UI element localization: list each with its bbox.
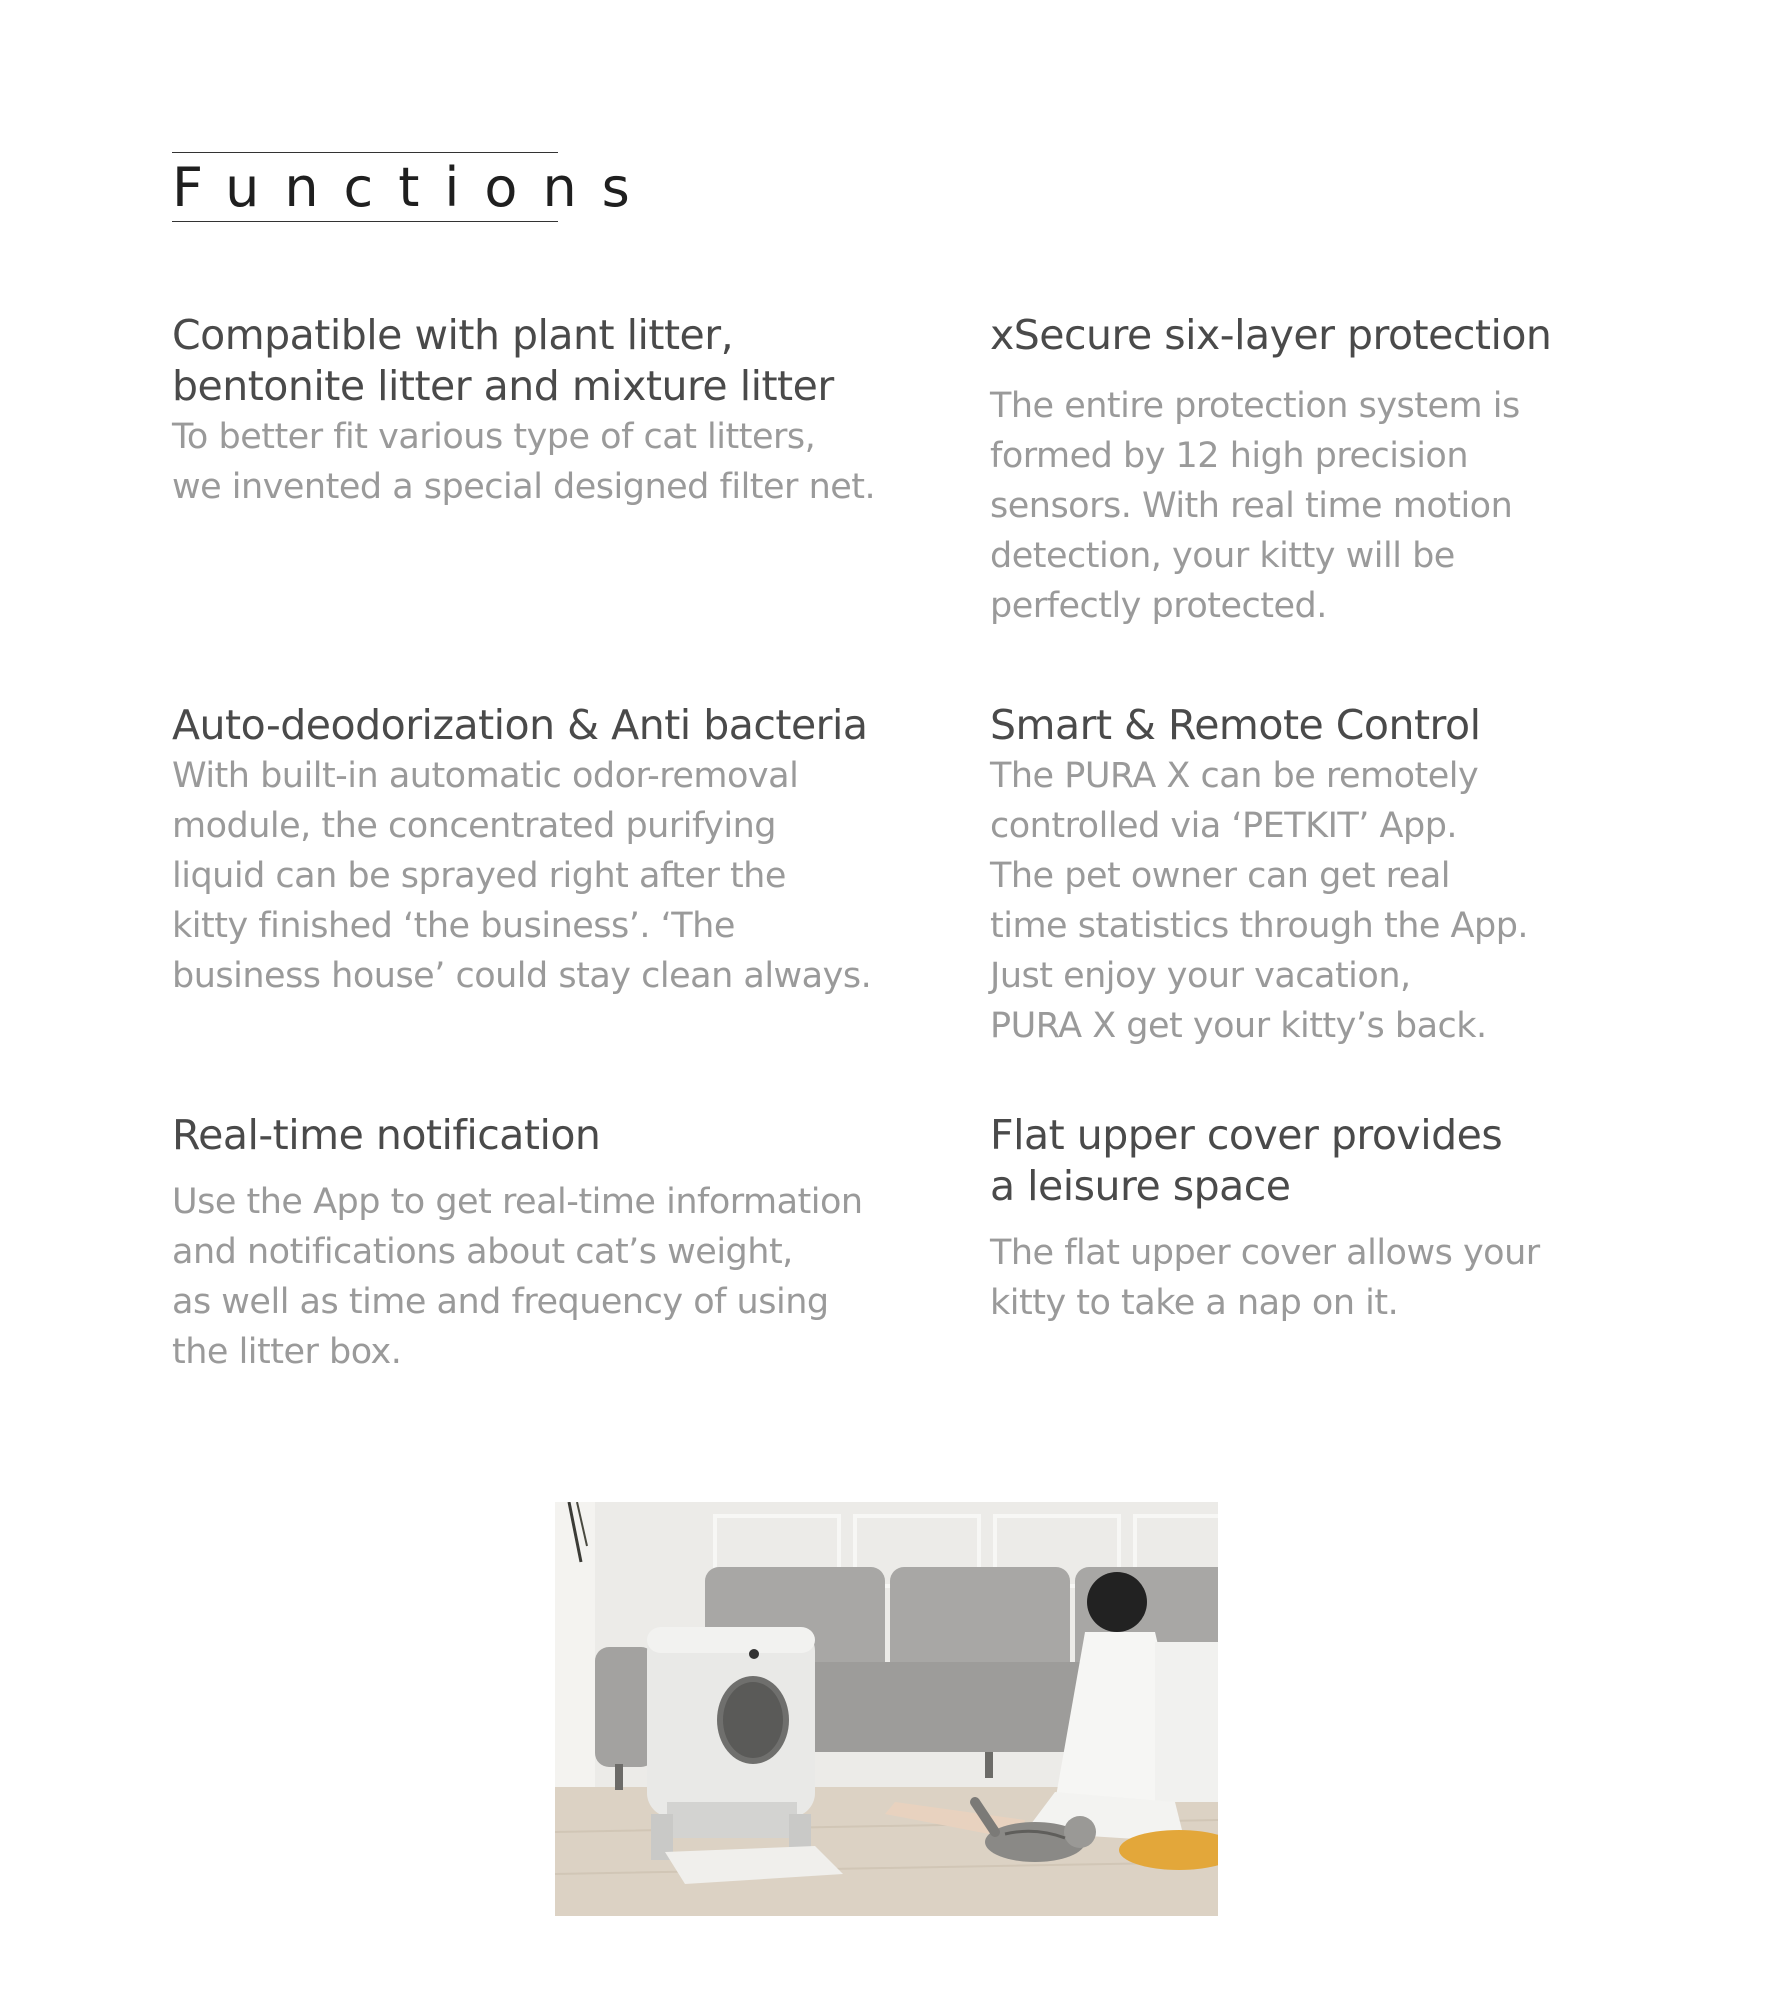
feature-flat-upper-cover (990, 1110, 1740, 1328)
feature-description-line: formed by 12 high precision (990, 436, 1469, 476)
feature-description-line: With built-in automatic odor-removal (172, 756, 799, 796)
product-lifestyle-photo (555, 1502, 1218, 1916)
feature-litter-compatibility (172, 310, 922, 512)
feature-description-line: kitty finished ‘the business’. ‘The (172, 906, 735, 946)
feature-description-line: detection, your kitty will be (990, 536, 1455, 576)
feature-description-line: liquid can be sprayed right after the (172, 856, 786, 896)
feature-description-line: business house’ could stay clean always. (172, 956, 872, 996)
feature-description-line: sensors. With real time motion (990, 486, 1513, 526)
feature-description-line: Just enjoy your vacation, (990, 956, 1411, 996)
feature-smart-remote-control (990, 700, 1740, 1051)
feature-title-line: Flat upper cover provides (990, 1111, 1503, 1159)
feature-description-line: To better fit various type of cat litters, (172, 417, 816, 457)
feature-title (990, 310, 1740, 361)
feature-title-line: bentonite litter and mixture litter (172, 362, 834, 410)
feature-description-line: as well as time and frequency of using (172, 1282, 829, 1322)
feature-description-line: time statistics through the App. (990, 906, 1529, 946)
feature-description-line: The pet owner can get real (990, 856, 1451, 896)
feature-title (990, 700, 1740, 751)
feature-title (172, 1110, 922, 1161)
feature-description-line: the litter box. (172, 1332, 402, 1372)
feature-title-line: Compatible with plant litter, (172, 311, 734, 359)
feature-title-line: Real-time notification (172, 1111, 601, 1159)
feature-description (990, 381, 1740, 631)
feature-description-line: perfectly protected. (990, 586, 1327, 626)
feature-auto-deodorization (172, 700, 922, 1001)
feature-description-line: we invented a special designed filter net. (172, 467, 876, 507)
feature-description (990, 751, 1740, 1051)
feature-title-line: a leisure space (990, 1162, 1291, 1210)
feature-description (172, 1177, 922, 1377)
feature-title-line: xSecure six-layer protection (990, 311, 1552, 359)
feature-description (172, 412, 922, 512)
feature-description-line: Use the App to get real-time information (172, 1182, 863, 1222)
feature-description-line: PURA X get your kitty’s back. (990, 1006, 1487, 1046)
feature-title (172, 700, 922, 751)
feature-description-line: The flat upper cover allows your (990, 1233, 1540, 1273)
feature-description (990, 1228, 1740, 1328)
living-room-scene (555, 1502, 1218, 1916)
feature-description-line: controlled via ‘PETKIT’ App. (990, 806, 1458, 846)
feature-title (990, 1110, 1740, 1212)
feature-description-line: and notifications about cat’s weight, (172, 1232, 793, 1272)
feature-realtime-notification (172, 1110, 922, 1377)
section-title: Functions (172, 152, 558, 222)
feature-description-line: The entire protection system is (990, 386, 1520, 426)
feature-description (172, 751, 922, 1001)
feature-title-line: Smart & Remote Control (990, 701, 1481, 749)
feature-title-line: Auto-deodorization & Anti bacteria (172, 701, 868, 749)
feature-title (172, 310, 922, 412)
feature-description-line: The PURA X can be remotely (990, 756, 1479, 796)
feature-description-line: module, the concentrated purifying (172, 806, 776, 846)
feature-xsecure-protection (990, 310, 1740, 631)
feature-description-line: kitty to take a nap on it. (990, 1283, 1399, 1323)
